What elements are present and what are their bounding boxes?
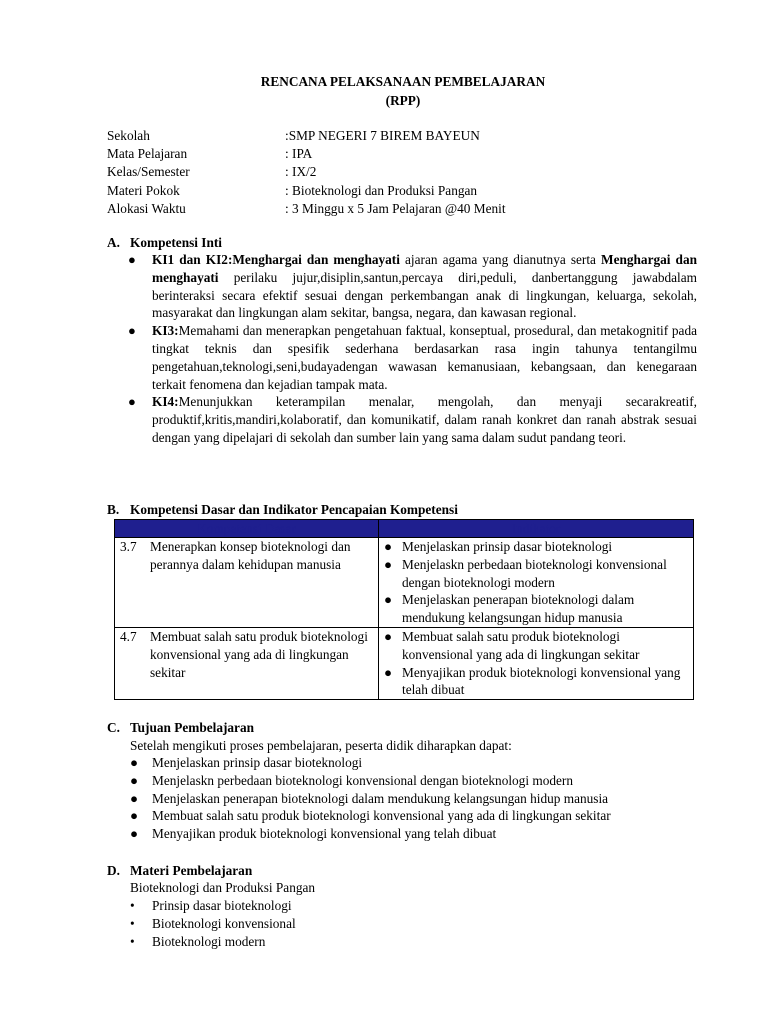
material-list <box>130 897 296 950</box>
document-title <box>0 73 768 110</box>
table-header-kd: Kompetensi Dasar <box>115 520 379 538</box>
indicator-text: Membuat salah satu produk bioteknologi konvensional yang ada di lingkungan sekitar <box>402 628 640 662</box>
bullet-icon: ● <box>130 790 139 806</box>
list-item <box>130 897 296 915</box>
identity-row <box>107 163 506 181</box>
list-item <box>130 915 296 933</box>
ki-bold: Menghargai dan menghayati <box>152 252 697 285</box>
indicator-text: Menjelaskan penerapan bioteknologi dalam mendukung kelangsungan hidup manusia <box>402 592 635 626</box>
section-letter: A. <box>107 235 120 250</box>
indicator-item <box>384 591 689 627</box>
section-b-heading <box>107 501 458 519</box>
section-title: Tujuan Pembelajaran <box>130 720 254 735</box>
table-row <box>115 627 694 699</box>
indicator-cell <box>379 538 694 628</box>
identity-row <box>107 145 506 163</box>
ki-text: ajaran agama yang dianutnya serta <box>399 252 602 267</box>
list-item <box>130 933 296 951</box>
identity-row <box>107 182 506 200</box>
list-item <box>130 825 611 843</box>
section-a-heading <box>107 234 222 252</box>
identity-label: Mata Pelajaran <box>107 146 188 162</box>
section-title: Kompetensi Inti <box>130 235 222 250</box>
list-item-text: Menjelaskn perbedaan bioteknologi konvensional dengan bioteknologi modern <box>152 772 573 788</box>
list-item-text: Membuat salah satu produk bioteknologi konvensional yang ada di lingkungan sekitar <box>152 808 611 824</box>
indicator-item <box>384 664 689 700</box>
identity-label: Alokasi Waktu <box>107 200 186 216</box>
indicator-text: Menjelaskn perbedaan bioteknologi konvensional dengan bioteknologi modern <box>402 556 667 590</box>
section-c-intro: Setelah mengikuti proses pembelajaran, peserta didik diharapkan dapat: <box>130 738 512 753</box>
section-title: Kompetensi Dasar dan Indikator Pencapaian Kompetensi <box>130 502 458 517</box>
list-item <box>130 772 611 790</box>
kd-number: 3.7 <box>120 539 137 554</box>
ki-text: perilaku jujur,disiplin,santun,percaya diri,peduli, danbertanggung jawabdalam berinteraksi secara efektif sesuai dengan perkembangan anak di lingkungan, keluarga, sekolah, masyarakat dan lingkungan alam sekitar, bangsa, negara, dan kawasan regional. <box>152 269 697 321</box>
bullet-icon: ● <box>384 664 393 680</box>
ki-bold: KI4: <box>152 394 179 410</box>
list-item <box>130 754 611 772</box>
competency-table <box>114 519 694 700</box>
bullet-icon: ● <box>384 592 393 608</box>
section-d-heading <box>107 862 252 880</box>
list-item-text: Menyajikan produk bioteknologi konvensional yang telah dibuat <box>152 826 497 842</box>
bullet-icon: ● <box>384 539 393 554</box>
list-item <box>130 807 611 825</box>
section-d-intro: Bioteknologi dan Produksi Pangan <box>130 880 316 895</box>
list-item-text: Menjelaskan prinsip dasar bioteknologi <box>152 755 363 770</box>
table-header-indicator: Indikator <box>379 520 694 538</box>
indicator-text: Menyajikan produk bioteknologi konvensional yang telah dibuat <box>402 664 681 698</box>
bullet-icon: ● <box>128 394 136 410</box>
indicator-cell <box>379 627 694 699</box>
identity-value: :SMP NEGERI 7 BIREM BAYEUN <box>285 128 480 143</box>
kd-text: Membuat salah satu produk bioteknologi konvensional yang ada di lingkungan sekitar <box>150 628 368 680</box>
ki-text: Memahami dan menerapkan pengetahuan faktual, konseptual, prosedural, dan metakognitif pada tingkat teknis dan spesifik sederhana berdasarkan rasa ingin tahunya tentangilmu pengetahuan,teknologi,seni,budayadengan wawasan kemanusiaan, kebangsaan, dan kenegaraan terkait fenomena dan kejadian tampak mata. <box>152 323 697 392</box>
indicator-item <box>384 628 689 664</box>
title-line-1: RENCANA PELAKSANAAN PEMBELAJARAN <box>260 74 546 89</box>
section-letter: B. <box>107 502 120 517</box>
identity-row <box>107 200 506 218</box>
ki-item <box>128 251 697 322</box>
indicator-item <box>384 538 689 556</box>
list-item-text: Bioteknologi modern <box>152 933 266 949</box>
bullet-icon: • <box>130 898 135 913</box>
title-line-2: (RPP) <box>385 92 421 108</box>
bullet-icon: • <box>130 915 135 931</box>
indicator-item <box>384 556 689 592</box>
table-row <box>115 538 694 628</box>
list-item-text: Bioteknologi konvensional <box>152 915 296 931</box>
bullet-icon: ● <box>130 826 139 842</box>
identity-value: : IPA <box>285 146 313 162</box>
kd-text: Menerapkan konsep bioteknologi dan perannya dalam kehidupan manusia <box>150 539 351 572</box>
identity-value: : IX/2 <box>285 164 317 180</box>
identity-value: : 3 Minggu x 5 Jam Pelajaran @40 Menit <box>285 200 506 216</box>
identity-label: Materi Pokok <box>107 182 180 198</box>
section-letter: D. <box>107 863 120 878</box>
identity-value: : Bioteknologi dan Produksi Pangan <box>285 182 478 198</box>
section-letter: C. <box>107 720 120 735</box>
list-item-text: Prinsip dasar bioteknologi <box>152 898 292 913</box>
ki-item <box>128 322 697 393</box>
objective-list <box>130 754 611 843</box>
identity-label: Sekolah <box>107 128 150 143</box>
list-item <box>130 790 611 808</box>
ki-bold: KI1 dan KI2:Menghargai dan menghayati <box>152 252 400 267</box>
identity-row <box>107 127 506 145</box>
section-title: Materi Pembelajaran <box>130 863 253 878</box>
table-header-row <box>115 520 694 538</box>
ki-item <box>128 393 697 446</box>
ki-text: Menunjukkan keterampilan menalar, mengolah, dan menyaji secarakreatif, produktif,kritis,mandiri,kolaboratif, dan komunikatif, dalam ranah konkret dan ranah abstrak sesuai dengan yang dipelajari di sekolah dan sumber lain yang sama dalam sudut pandang teori. <box>152 394 697 445</box>
kd-number: 4.7 <box>120 628 137 644</box>
ki-bold: KI3: <box>152 323 179 339</box>
bullet-icon: ● <box>130 772 139 788</box>
kd-cell <box>115 627 379 699</box>
indicator-text: Menjelaskan prinsip dasar bioteknologi <box>402 539 613 554</box>
identity-label: Kelas/Semester <box>107 164 190 180</box>
bullet-icon: • <box>130 933 135 949</box>
bullet-icon: ● <box>130 755 139 770</box>
identity-block <box>107 127 506 218</box>
kd-cell <box>115 538 379 628</box>
bullet-icon: ● <box>384 556 393 572</box>
bullet-icon: ● <box>128 323 136 339</box>
bullet-icon: ● <box>128 252 136 267</box>
bullet-icon: ● <box>384 628 393 644</box>
bullet-icon: ● <box>130 808 139 824</box>
section-c-heading <box>107 719 254 737</box>
list-item-text: Menjelaskan penerapan bioteknologi dalam mendukung kelangsungan hidup manusia <box>152 790 609 806</box>
ki-list <box>128 251 697 447</box>
